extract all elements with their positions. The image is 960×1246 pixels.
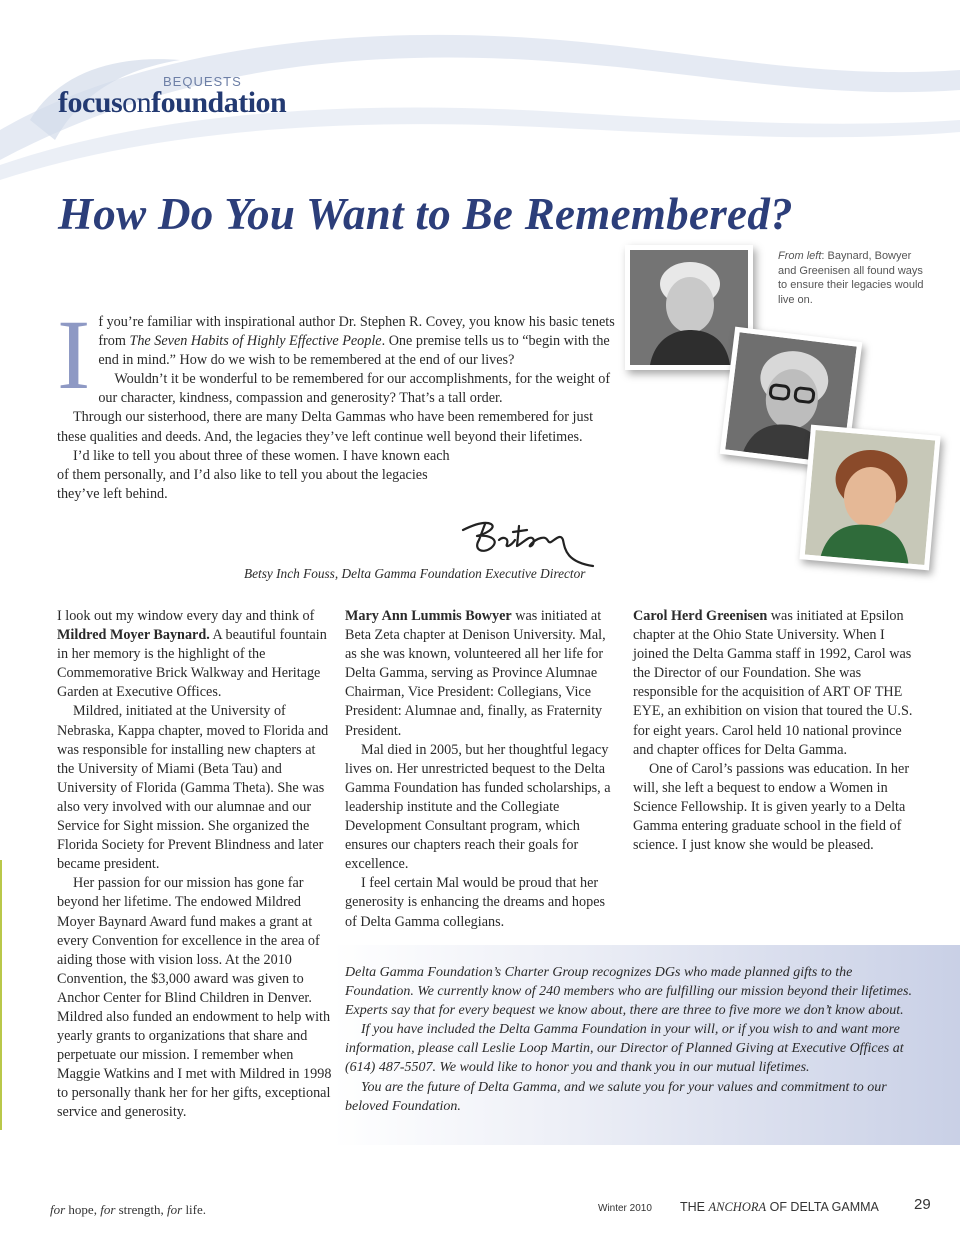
col1-paragraph-3: Her passion for our mission has gone far beyond her lifetime. The endowed Mildred Moyer Baynard Award fund makes a grant at every Convention for excellence in the area of aiding those with vision loss. At the 2010 Convention, the $3,000 award was given to Anchor Center for Blind Children in Denver. Mildred also funded an endowment to help with yearly grants to organizations that share and perpetuate our mission. I remember when Maggie Watkins and I met with Mildred in 1998 to personally thank her for her gifts, exceptional service and generosity. <box>57 875 332 1121</box>
name-greenisen: Carol Herd Greenisen <box>633 608 768 624</box>
signature-graphic <box>455 510 605 570</box>
byline: Betsy Inch Fouss, Delta Gamma Foundation Executive Director <box>244 566 586 581</box>
tag-word-3: life. <box>182 1202 207 1217</box>
article-headline: How Do You Want to Be Remembered? <box>58 189 793 239</box>
mag-anchora: ANCHORA <box>708 1200 767 1214</box>
col1-p1-start: I look out my window every day and think of <box>57 608 315 624</box>
name-baynard: Mildred Moyer Baynard. <box>57 627 210 644</box>
mag-the: THE <box>680 1200 709 1214</box>
drop-cap: I <box>57 299 91 410</box>
masthead-part-1: focus <box>58 86 123 119</box>
section-label: BEQUESTS <box>163 74 242 89</box>
callout-paragraph-2: If you have included the Delta Gamma Foundation in your will, or if you wish to and want more information, please call Leslie Loop Martin, our Director of Planned Giving at Executive Offices at (614) 487-5507. We would like to honor you and thank you in our mutual lifetimes. <box>345 1022 904 1076</box>
col3-paragraph-1 <box>633 607 913 760</box>
col3-paragraph-2: One of Carol’s passions was education. In her will, she left a bequest to endow a Women in Science Fellowship. It is given yearly to a Delta Gamma entering graduate school in the field of science. I just know she would be pleased. <box>633 760 910 854</box>
masthead-part-2: on <box>122 86 152 119</box>
left-accent-rule <box>0 860 2 1130</box>
tag-for-1: for <box>50 1202 66 1217</box>
col2-paragraph-1 <box>345 607 617 741</box>
tag-for-3: for <box>167 1202 183 1217</box>
intro-paragraph-2: Wouldn’t it be wonderful to be remembered for our accomplishments, for the weight of our character, kindness, compassion and generosity? That’s a tall order. <box>98 371 611 407</box>
photo-caption <box>778 249 928 307</box>
col3-p1-end: was initiated at Epsilon chapter at the Ohio State University. When I joined the Delta Gamma staff in 1992, Carol was the Director of our Foundation. She was responsible for the acquisition of ART OF THE EYE, an exhibition on vision that toured the U.S. for eight years. Carol held 10 national province and chapter offices for Delta Gamma. <box>633 608 913 758</box>
charter-group-callout <box>345 963 915 1116</box>
col2-paragraph-3: I feel certain Mal would be proud that her generosity is enhancing the dreams and hopes of Delta Gamma collegians. <box>345 875 606 930</box>
caption-text: : Baynard, Bowyer and Greenisen all found ways to ensure their legacies would live on. <box>778 250 924 306</box>
callout-paragraph-1: Delta Gamma Foundation’s Charter Group recognizes DGs who made planned gifts to the Foundation. We currently know of 240 members who are fulfilling our mission beyond their lifetimes. Experts say that for every bequest we know about, there are three to five more we don’t know about. <box>345 965 912 1019</box>
tag-word-2: strength, <box>115 1202 168 1217</box>
col2-p1-end: was initiated at Beta Zeta chapter at Denison University. Mal, as she was known, volunteered all her life for Delta Gamma, serving as Province Alumnae Chairman, Vice President: Collegians, Vice President: Alumnae and, finally, as Fraternity President. <box>345 608 606 739</box>
masthead-part-3: foundation <box>151 86 287 119</box>
page-number: 29 <box>914 1196 931 1213</box>
intro-p1-end: . One premise tells us to “begin with the end in mind.” How do we wish to be remembered at the end of our lives? <box>98 333 610 369</box>
intro-paragraph-3: Through our sisterhood, there are many Delta Gammas who have been remembered for just these qualities and deeds. And, the legacies they’ve left continue well beyond their lifetimes. <box>57 409 594 445</box>
intro-p1-start: f you’re familiar with inspirational author Dr. Stephen R. Covey, you know his basic tenets from <box>98 314 615 350</box>
column-greenisen <box>633 607 913 855</box>
name-bowyer: Mary Ann Lummis Bowyer <box>345 608 512 624</box>
col1-paragraph-1 <box>57 607 335 702</box>
mag-rest: OF DELTA GAMMA <box>766 1200 879 1214</box>
intro-paragraph-1 <box>57 313 617 370</box>
issue-season: Winter 2010 <box>598 1203 652 1214</box>
caption-lead: From left <box>778 250 822 262</box>
intro-paragraph-4: I’d like to tell you about three of these women. I have known each of them personally, and I’d also like to tell you about the legacies they’ve left behind. <box>57 447 450 502</box>
footer-tagline <box>50 1202 206 1218</box>
tag-word-1: hope, <box>65 1202 101 1217</box>
column-baynard <box>57 607 335 1123</box>
col1-paragraph-2: Mildred, initiated at the University of Nebraska, Kappa chapter, moved to Florida and was responsible for installing new chapters at the University of Miami (Beta Tau) and University of Florida (Gamma Theta). She was also very involved with our alumnae and our Service for Sight mission. She organized the Florida Society for Prevent Blindness and later became president. <box>57 703 329 873</box>
col2-paragraph-2: Mal died in 2005, but her thoughtful legacy lives on. Her unrestricted bequest to the Delta Gamma Foundation has funded scholarships, a leadership institute and the Collegiate Development Consultant program, which ensures our chapters reach their goals for excellence. <box>345 741 611 873</box>
portrait-photo-greenisen <box>799 425 940 571</box>
book-title: The Seven Habits of Highly Effective People <box>129 333 382 350</box>
col1-p1-end: A beautiful fountain in her memory is the highlight of the Commemorative Brick Walkway and Heritage Garden at Executive Offices. <box>57 627 327 701</box>
intro-letter <box>57 299 617 504</box>
masthead <box>58 86 286 120</box>
magazine-title <box>680 1200 879 1215</box>
column-bowyer <box>345 607 617 932</box>
tag-for-2: for <box>100 1202 116 1217</box>
callout-paragraph-3: You are the future of Delta Gamma, and we salute you for your values and commitment to our beloved Foundation. <box>345 1079 887 1114</box>
